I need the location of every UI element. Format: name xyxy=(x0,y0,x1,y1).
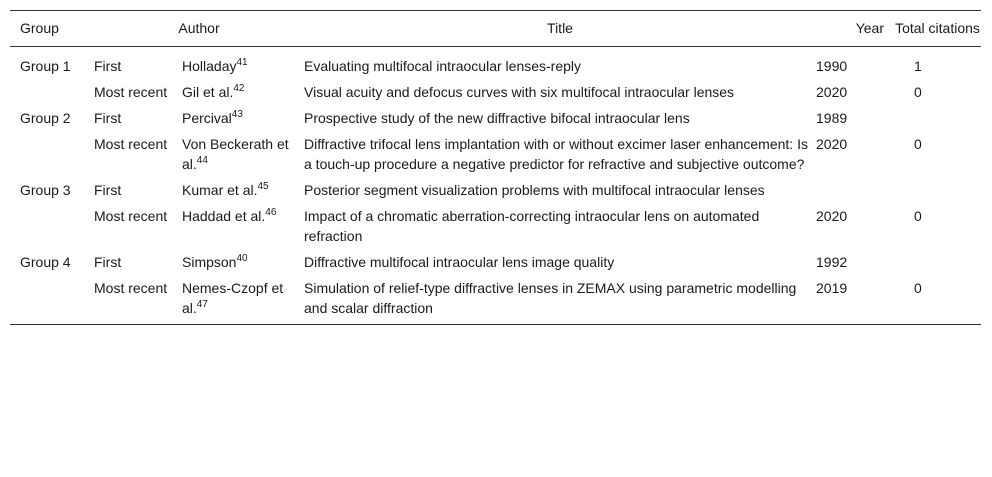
cell-author xyxy=(182,108,304,134)
cell-order: First xyxy=(94,58,122,74)
author-name: Nemes-Czopf et al. xyxy=(182,280,284,316)
cell-author xyxy=(182,206,304,252)
cell-title: Evaluating multifocal intraocular lenses-reply xyxy=(304,58,582,74)
cell-group: Group 3 xyxy=(20,182,71,198)
header-title: Title xyxy=(547,20,573,36)
reference-number: 40 xyxy=(236,253,248,264)
cell-total-citations xyxy=(894,180,981,206)
cell-order: First xyxy=(94,110,122,126)
reference-number: 45 xyxy=(257,181,269,192)
cell-title: Prospective study of the new diffractive bifocal intraocular lens xyxy=(304,110,690,126)
cell-year: 2019 xyxy=(816,280,848,296)
cell-order: First xyxy=(94,182,122,198)
header-author: Author xyxy=(178,20,220,36)
cell-group xyxy=(10,278,94,325)
author-name: Kumar et al. xyxy=(182,182,258,198)
cell-year: 1992 xyxy=(816,254,848,270)
cell-group: Group 4 xyxy=(20,254,71,270)
table-row xyxy=(10,47,981,83)
cell-total-citations xyxy=(894,252,981,278)
author-name: Simpson xyxy=(182,254,237,270)
cell-title: Posterior segment visualization problems with multifocal intraocular lenses xyxy=(304,182,765,198)
cell-order: Most recent xyxy=(94,280,168,296)
cell-group: Group 1 xyxy=(20,58,71,74)
cell-total-citations: 0 xyxy=(914,84,922,100)
reference-number: 43 xyxy=(231,109,243,120)
cell-year: 2020 xyxy=(816,136,848,152)
cell-order: Most recent xyxy=(94,208,168,224)
reference-number: 47 xyxy=(196,299,208,310)
cell-group xyxy=(10,134,94,180)
cell-author xyxy=(182,47,304,83)
cell-total-citations: 0 xyxy=(914,280,922,296)
cell-author xyxy=(182,180,304,206)
cell-author xyxy=(182,278,304,325)
table-row xyxy=(10,206,981,252)
author-name: Percival xyxy=(182,110,232,126)
cell-year: 1989 xyxy=(816,110,848,126)
cell-group xyxy=(10,206,94,252)
header-total-citations: Total citations xyxy=(895,20,980,36)
header-row xyxy=(10,11,981,47)
author-name: Haddad et al. xyxy=(182,208,266,224)
table-row xyxy=(10,82,981,108)
cell-total-citations: 0 xyxy=(914,208,922,224)
header-year: Year xyxy=(855,20,884,36)
cell-total-citations: 0 xyxy=(914,136,922,152)
cell-order: First xyxy=(94,254,122,270)
cell-year: 2020 xyxy=(816,84,848,100)
table-row xyxy=(10,134,981,180)
cell-title: Visual acuity and defocus curves with six multifocal intraocular lenses xyxy=(304,84,735,100)
author-name: Gil et al. xyxy=(182,84,234,100)
table-body xyxy=(10,47,981,325)
author-name: Holladay xyxy=(182,58,237,74)
cell-title: Impact of a chromatic aberration-correcting intraocular lens on automated refraction xyxy=(304,208,760,244)
citations-table xyxy=(10,10,981,325)
cell-year: 1990 xyxy=(816,58,848,74)
cell-order: Most recent xyxy=(94,136,168,152)
cell-group xyxy=(10,82,94,108)
table-row xyxy=(10,180,981,206)
table-row xyxy=(10,278,981,325)
cell-author xyxy=(182,82,304,108)
header-group: Group xyxy=(20,20,59,36)
cell-order: Most recent xyxy=(94,84,168,100)
table-row xyxy=(10,252,981,278)
cell-year: 2020 xyxy=(816,208,848,224)
cell-total-citations: 1 xyxy=(914,58,922,74)
cell-year xyxy=(816,180,894,206)
cell-title: Diffractive trifocal lens implantation with or without excimer laser enhancement: Is a touch-up procedure a negative predictor for refractive and subjective outcome? xyxy=(304,136,808,172)
table-header xyxy=(10,11,981,47)
reference-number: 44 xyxy=(196,155,208,166)
cell-title: Simulation of relief-type diffractive lenses in ZEMAX using parametric modelling and scalar diffraction xyxy=(304,280,797,316)
cell-title: Diffractive multifocal intraocular lens image quality xyxy=(304,254,615,270)
cell-total-citations xyxy=(894,108,981,134)
cell-author xyxy=(182,134,304,180)
reference-number: 46 xyxy=(265,207,277,218)
author-name: Von Beckerath et al. xyxy=(182,136,289,172)
reference-number: 41 xyxy=(236,57,248,68)
reference-number: 42 xyxy=(233,83,245,94)
cell-author xyxy=(182,252,304,278)
table-row xyxy=(10,108,981,134)
cell-group: Group 2 xyxy=(20,110,71,126)
